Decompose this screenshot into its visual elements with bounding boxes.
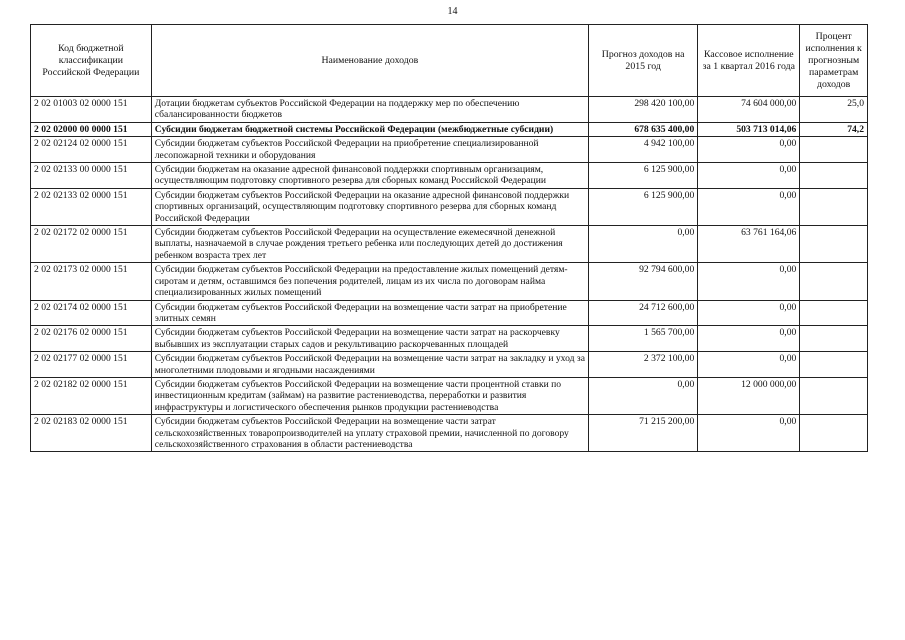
- row-code: 2 02 02176 02 0000 151: [31, 326, 152, 352]
- table-row: [31, 377, 868, 414]
- table-row: [31, 300, 868, 326]
- row-code: 2 02 02000 00 0000 151: [31, 122, 152, 136]
- header-execution: Кассовое исполнение за 1 квартал 2016 года: [698, 25, 800, 97]
- row-percent: [800, 415, 868, 452]
- row-percent: [800, 188, 868, 225]
- row-name: Субсидии бюджетам субъектов Российской Федерации на возмещение части затрат на приобретение элитных семян: [151, 300, 588, 326]
- row-name: Субсидии бюджетам субъектов Российской Федерации на приобретение специализированной лесопожарной техники и оборудования: [151, 137, 588, 163]
- row-code: 2 02 02124 02 0000 151: [31, 137, 152, 163]
- row-code: 2 02 02133 00 0000 151: [31, 163, 152, 189]
- row-percent: [800, 163, 868, 189]
- row-percent: [800, 137, 868, 163]
- table-row: [31, 163, 868, 189]
- header-plan: Прогноз доходов на 2015 год: [588, 25, 697, 97]
- row-code: 2 02 02177 02 0000 151: [31, 352, 152, 378]
- row-code: 2 02 02183 02 0000 151: [31, 415, 152, 452]
- row-execution: 63 761 164,06: [698, 226, 800, 263]
- row-execution: 0,00: [698, 326, 800, 352]
- table-row: [31, 188, 868, 225]
- row-name: Субсидии бюджетам субъектов Российской Федерации на оказание адресной финансовой поддержки спортивных организаций, осуществляющим подготовку спортивного резерва для сборных команд Российской Федерации: [151, 188, 588, 225]
- row-plan: 92 794 600,00: [588, 263, 697, 300]
- header-percent: Процент исполнения к прогнозным параметрам доходов: [800, 25, 868, 97]
- row-name: Субсидии бюджетам субъектов Российской Федерации на возмещение части затрат на закладку и уход за многолетними плодовыми и ягодными насаждениями: [151, 352, 588, 378]
- table-row: [31, 226, 868, 263]
- row-percent: 25,0: [800, 97, 868, 123]
- row-percent: 74,2: [800, 122, 868, 136]
- row-plan: 0,00: [588, 226, 697, 263]
- row-plan: 678 635 400,00: [588, 122, 697, 136]
- row-execution: 12 000 000,00: [698, 377, 800, 414]
- row-plan: 6 125 900,00: [588, 188, 697, 225]
- row-percent: [800, 226, 868, 263]
- row-execution: 0,00: [698, 188, 800, 225]
- header-name: Наименование доходов: [151, 25, 588, 97]
- revenue-table: [30, 24, 868, 452]
- row-percent: [800, 326, 868, 352]
- row-percent: [800, 263, 868, 300]
- row-percent: [800, 377, 868, 414]
- row-execution: 0,00: [698, 263, 800, 300]
- row-name: Субсидии бюджетам субъектов Российской Федерации на возмещение части затрат на раскорчевку выбывших из эксплуатации старых садов и рекультивацию раскорчеванных площадей: [151, 326, 588, 352]
- row-plan: 24 712 600,00: [588, 300, 697, 326]
- page-number: 14: [447, 6, 458, 17]
- table-row: [31, 122, 868, 136]
- table-row: [31, 97, 868, 123]
- table-row: [31, 415, 868, 452]
- table-header-row: [31, 25, 868, 97]
- row-code: 2 02 02173 02 0000 151: [31, 263, 152, 300]
- row-name: Субсидии бюджетам субъектов Российской Федерации на возмещение части затрат сельскохозяйственных товаропроизводителей на уплату страховой премии, начисленной по договору сельскохозяйственного страхования в области растениеводства: [151, 415, 588, 452]
- table-body: [31, 97, 868, 452]
- row-code: 2 02 02182 02 0000 151: [31, 377, 152, 414]
- row-name: Субсидии бюджетам бюджетной системы Российской Федерации (межбюджетные субсидии): [151, 122, 588, 136]
- row-code: 2 02 02172 02 0000 151: [31, 226, 152, 263]
- row-code: 2 02 01003 02 0000 151: [31, 97, 152, 123]
- row-execution: 0,00: [698, 352, 800, 378]
- row-plan: 4 942 100,00: [588, 137, 697, 163]
- row-plan: 298 420 100,00: [588, 97, 697, 123]
- table-row: [31, 326, 868, 352]
- table-row: [31, 137, 868, 163]
- row-name: Субсидии бюджетам на оказание адресной финансовой поддержки спортивным организациям, осуществляющим подготовку спортивного резерва для сборных команд Российской Федерации: [151, 163, 588, 189]
- row-name: Субсидии бюджетам субъектов Российской Федерации на возмещение части процентной ставки по инвестиционным кредитам (займам) на развитие растениеводства, переработки и развития инфраструктуры и логистического обеспечения рынков продукции растениеводства: [151, 377, 588, 414]
- row-execution: 0,00: [698, 300, 800, 326]
- row-plan: 2 372 100,00: [588, 352, 697, 378]
- row-code: 2 02 02174 02 0000 151: [31, 300, 152, 326]
- row-execution: 0,00: [698, 163, 800, 189]
- row-code: 2 02 02133 02 0000 151: [31, 188, 152, 225]
- row-execution: 0,00: [698, 415, 800, 452]
- row-name: Субсидии бюджетам субъектов Российской Федерации на осуществление ежемесячной денежной выплаты, назначаемой в случае рождения третьего ребенка или последующих детей до достижения ребенком возраста трех лет: [151, 226, 588, 263]
- row-plan: 71 215 200,00: [588, 415, 697, 452]
- table-row: [31, 352, 868, 378]
- row-execution: 0,00: [698, 137, 800, 163]
- row-plan: 0,00: [588, 377, 697, 414]
- row-percent: [800, 352, 868, 378]
- row-execution: 503 713 014,06: [698, 122, 800, 136]
- row-plan: 6 125 900,00: [588, 163, 697, 189]
- row-execution: 74 604 000,00: [698, 97, 800, 123]
- table-row: [31, 263, 868, 300]
- header-code: Код бюджетной классификации Российской Федерации: [31, 25, 152, 97]
- row-plan: 1 565 700,00: [588, 326, 697, 352]
- row-name: Субсидии бюджетам субъектов Российской Федерации на предоставление жилых помещений детям-сиротам и детям, оставшимся без попечения родителей, лицам из их числа по договорам найма специализированных жилых помещений: [151, 263, 588, 300]
- row-name: Дотации бюджетам субъектов Российской Федерации на поддержку мер по обеспечению сбалансированности бюджетов: [151, 97, 588, 123]
- row-percent: [800, 300, 868, 326]
